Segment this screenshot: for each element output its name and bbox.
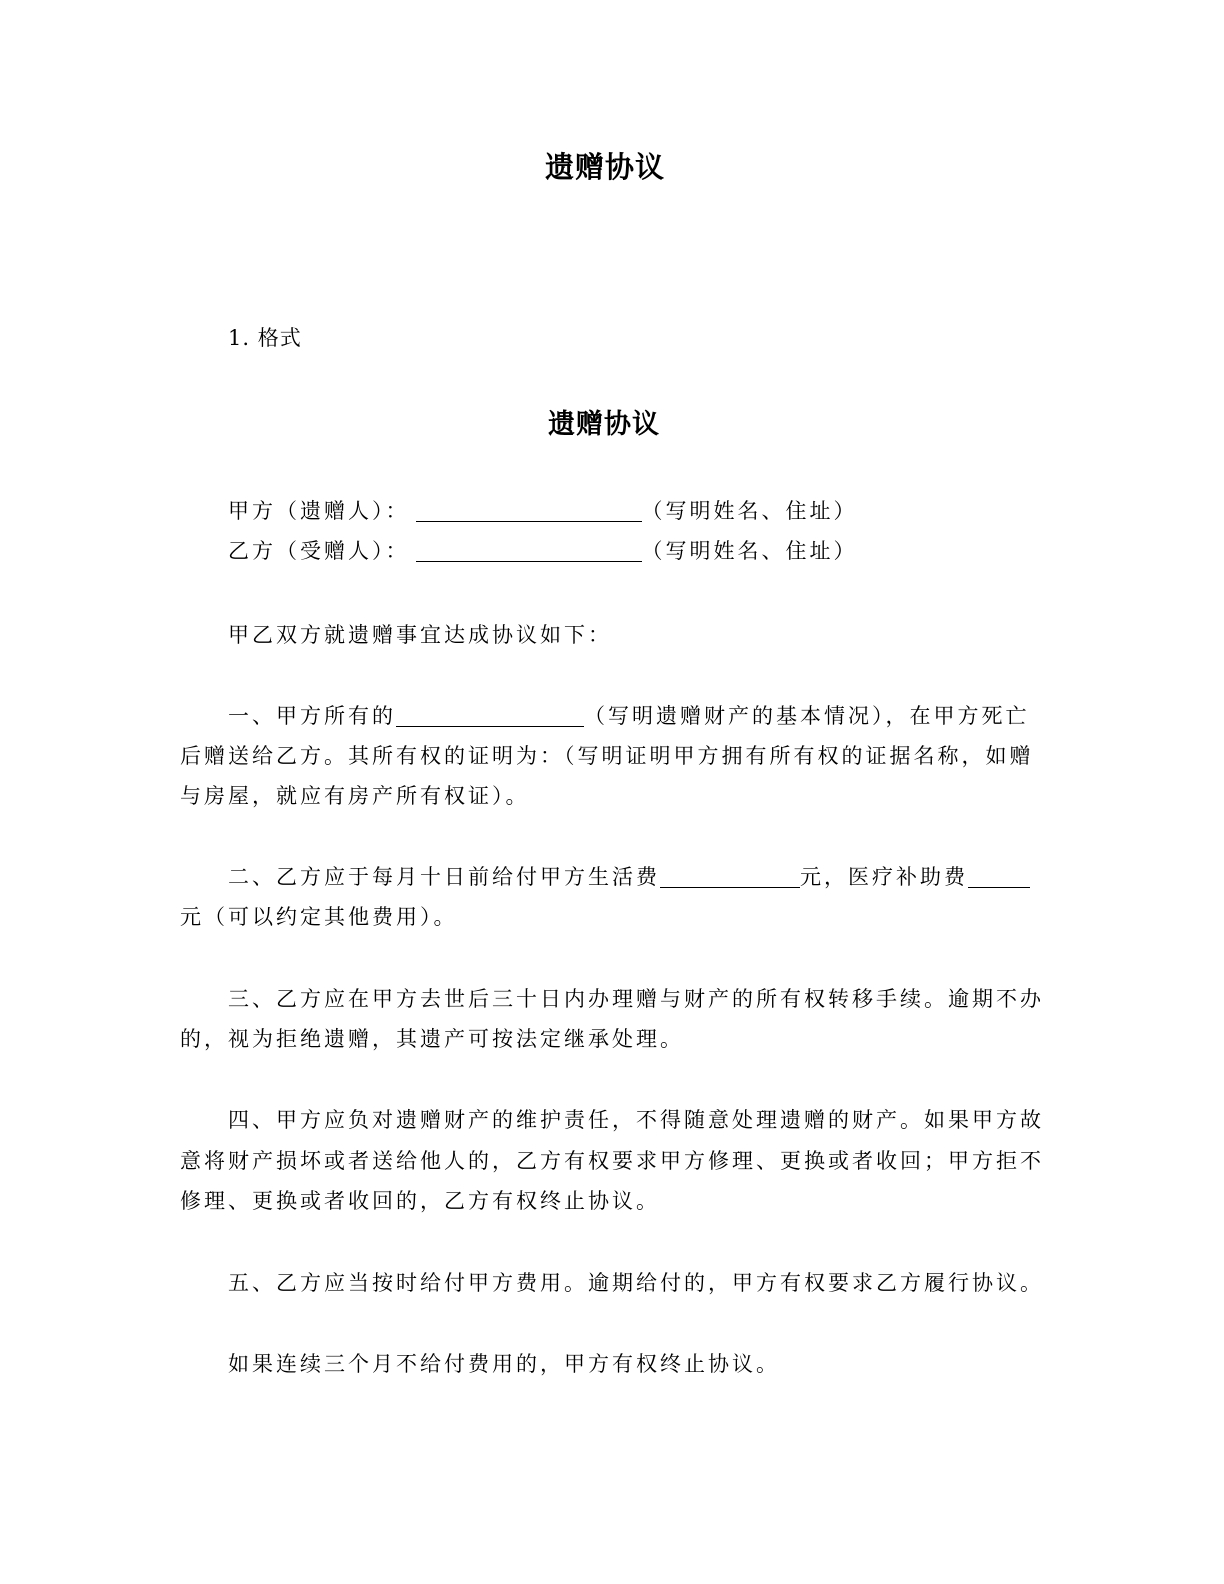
clause-4-line-1: 四、甲方应负对遗赠财产的维护责任，不得随意处理遗赠的财产。如果甲方故 [228,1108,1044,1132]
clause-2-line-1 [228,861,1040,891]
living-expense-blank[interactable] [660,865,800,888]
clause-2-text-a: 二、乙方应于每月十日前给付甲方生活费 [228,865,660,889]
party-a-blank[interactable] [416,499,642,522]
clause-2-line-2: 元（可以约定其他费用）。 [180,905,458,929]
clause-1-text-a: 一、甲方所有的 [228,704,396,728]
clause-3-line-2: 的，视为拒绝遗赠，其遗产可按法定继承处理。 [180,1027,684,1051]
party-b-blank[interactable] [416,539,642,562]
document-title: 遗赠协议 [545,150,666,184]
clause-1-line-3: 与房屋，就应有房产所有权证）。 [180,784,530,808]
party-a-label: 甲方（遗赠人）： [228,499,410,523]
clause-5: 五、乙方应当按时给付甲方费用。逾期给付的，甲方有权要求乙方履行协议。 [228,1271,1044,1295]
clause-4-line-3: 修理、更换或者收回的，乙方有权终止协议。 [180,1189,660,1213]
clause-1-text-b: （写明遗赠财产的基本情况），在甲方死亡 [584,704,1030,728]
clause-2-text-b: 元，医疗补助费 [800,865,968,889]
clause-4-line-2: 意将财产损坏或者送给他人的，乙方有权要求甲方修理、更换或者收回；甲方拒不 [180,1149,1044,1173]
party-b-label: 乙方（受赠人）： [228,539,410,563]
clause-1-line-2: 后赠送给乙方。其所有权的证明为：（写明证明甲方拥有所有权的证据名称，如赠 [180,744,1034,768]
clause-3-line-1: 三、乙方应在甲方去世后三十日内办理赠与财产的所有权转移手续。逾期不办 [228,987,1044,1011]
party-a-row [228,495,858,525]
clause-1-line-1 [228,700,1040,730]
clause-6: 如果连续三个月不给付费用的，甲方有权终止协议。 [228,1352,780,1376]
party-b-hint: （写明姓名、住址） [641,539,858,563]
clause-1-property-blank[interactable] [396,704,584,727]
section-heading: 1. 格式 [228,326,302,350]
party-a-hint: （写明姓名、住址） [641,499,858,523]
medical-subsidy-blank[interactable] [968,865,1030,888]
agreement-subtitle: 遗赠协议 [548,409,660,440]
intro-paragraph: 甲乙双方就遗赠事宜达成协议如下： [228,623,612,647]
party-b-row [228,535,858,565]
